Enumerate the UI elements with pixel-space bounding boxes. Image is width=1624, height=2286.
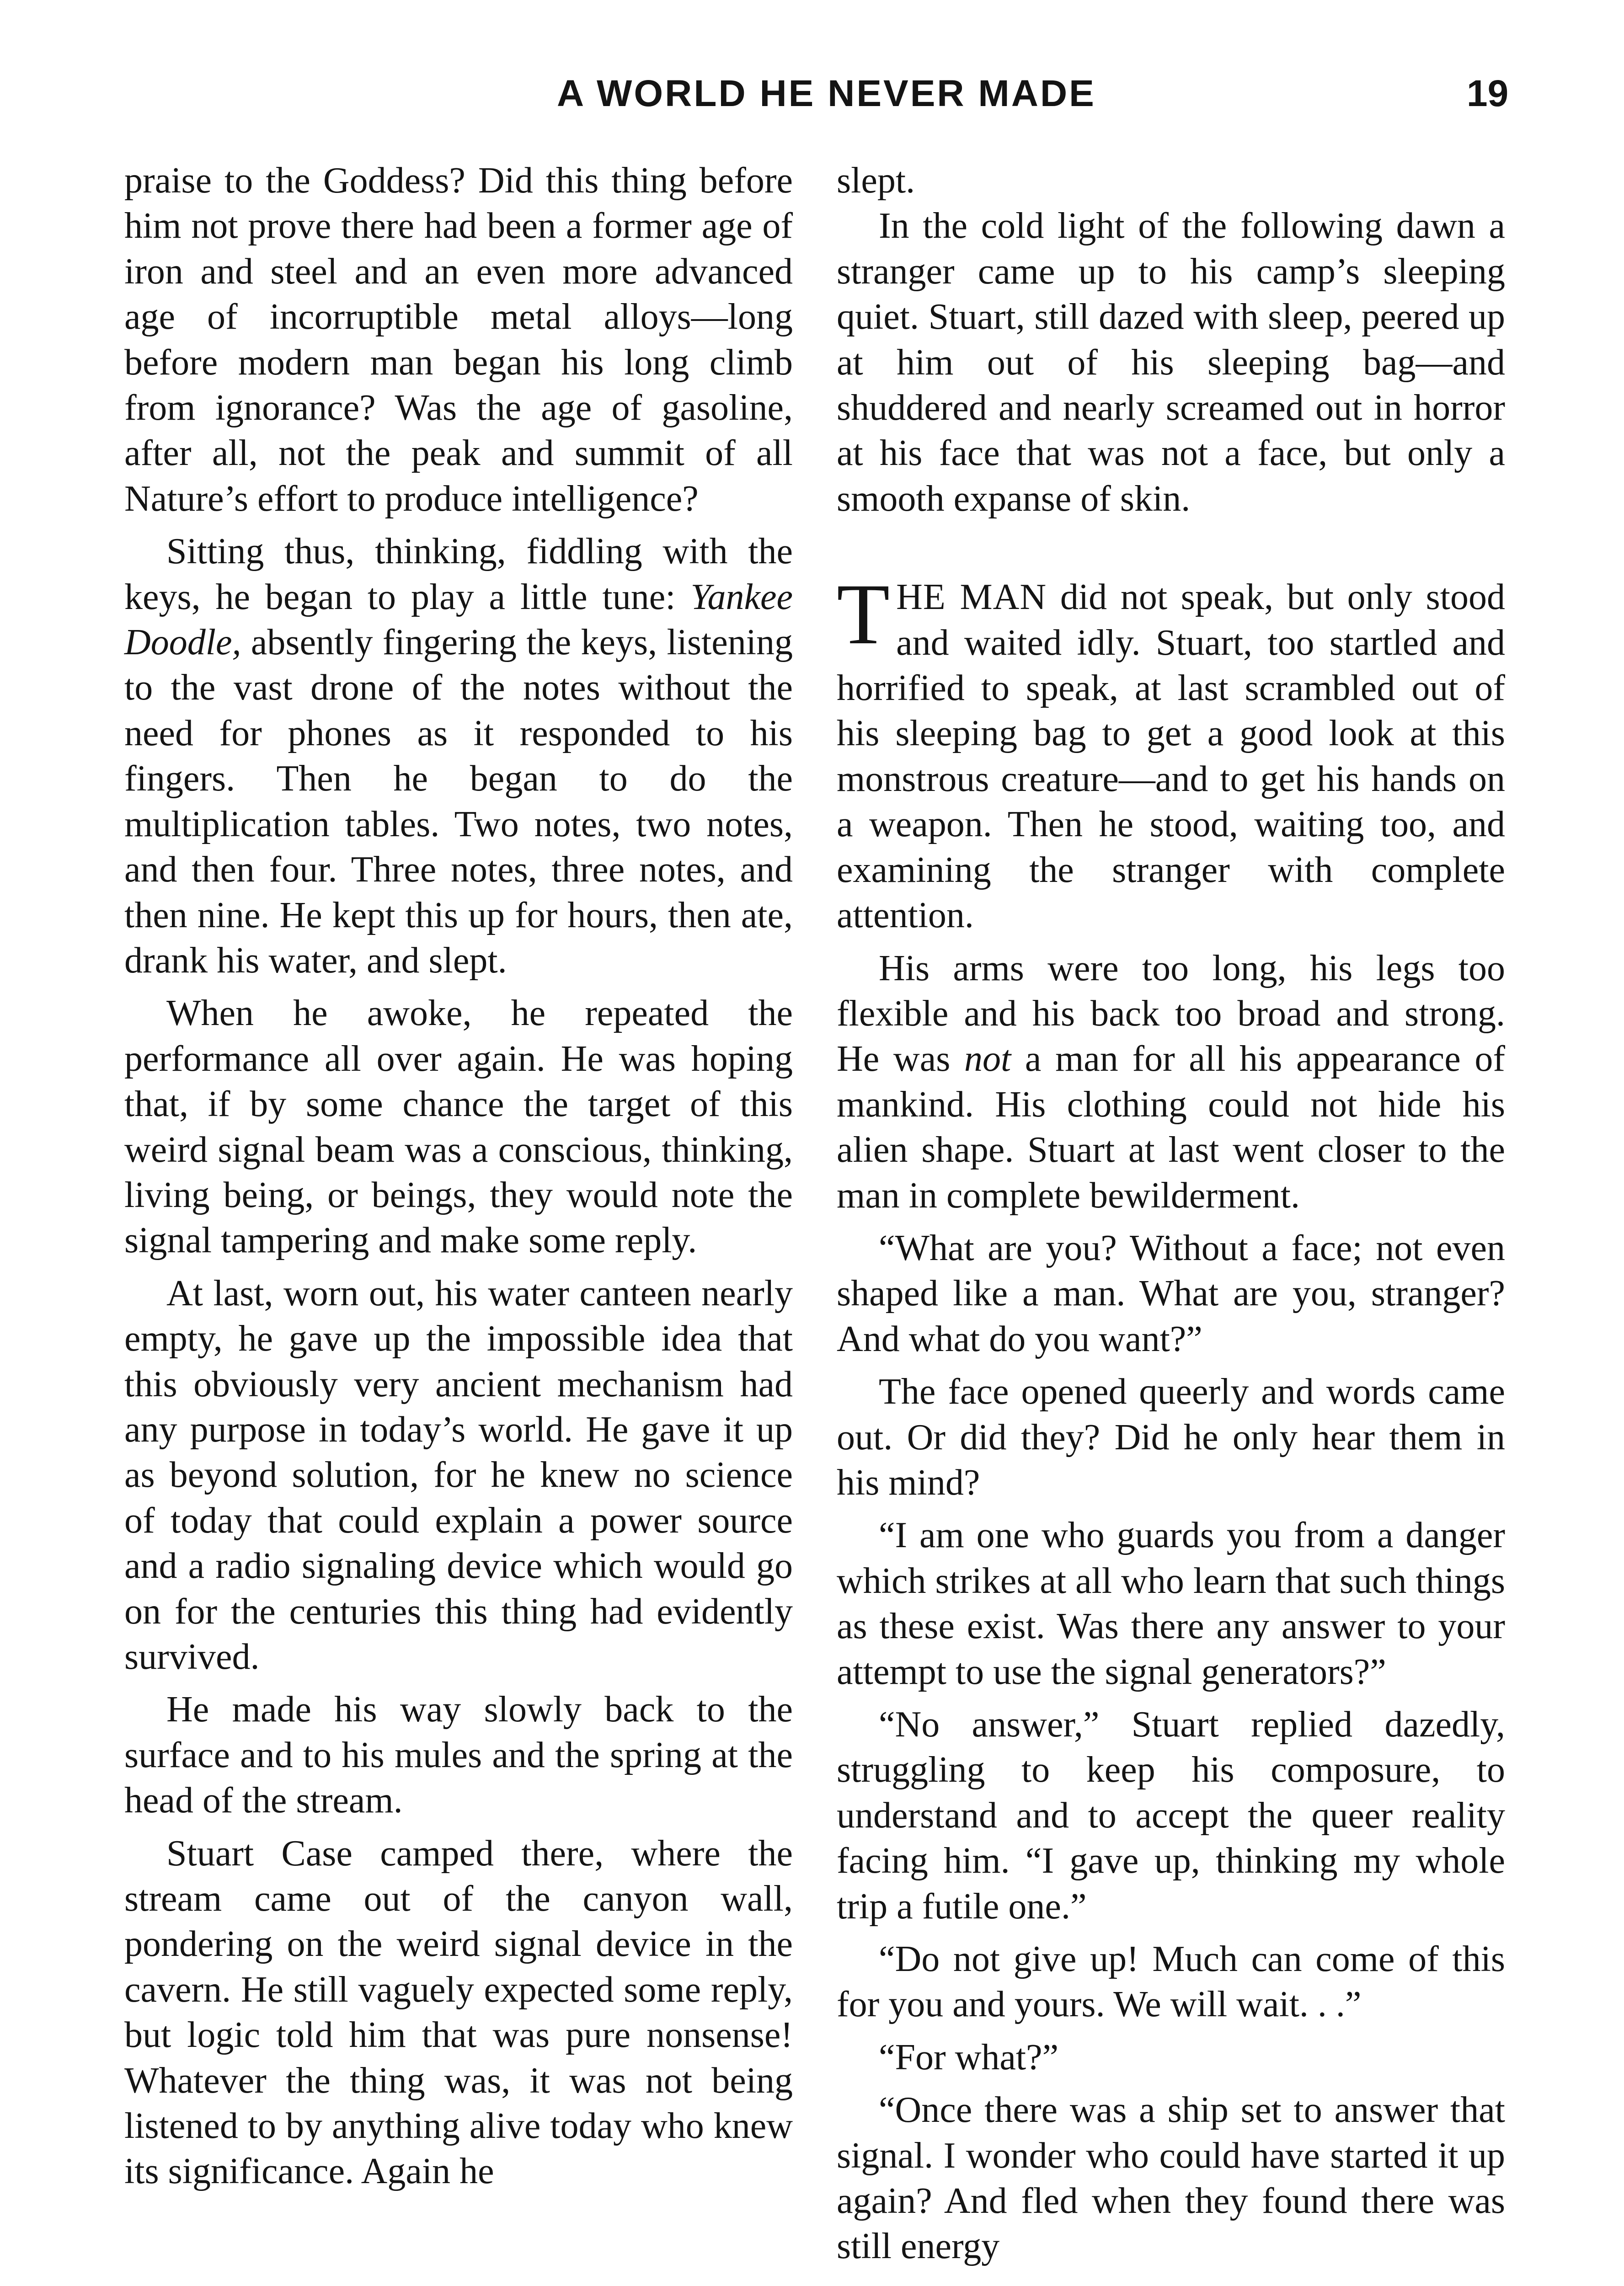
text-run: Sitting thus, thinking, fiddling with the keys, he began to play a little tune: xyxy=(124,531,793,617)
paragraph: “Do not give up! Much can come of this for you and yours. We will wait. . .” xyxy=(837,1939,1505,2025)
page-number: 19 xyxy=(1467,73,1509,114)
paragraph: “I am one who guards you from a danger which strikes at all who learn that such things as these exist. Was there any answer to your attempt to use the signal generators?” xyxy=(837,1515,1505,1692)
running-head xyxy=(0,69,1624,123)
paragraph: “Once there was a ship set to answer that signal. I wonder who could have started it up again? And fled when they found there was still energy xyxy=(837,2090,1505,2267)
paragraph: praise to the Goddess? Did this thing before him not prove there had been a former age of iron and steel and an even more advanced age of incorruptible metal alloys—long before modern man began his long climb from ignorance? Was the age of gasoline, after all, not the peak and summit of all Nature’s effort to produce intelligence? xyxy=(124,160,793,519)
paragraph: At last, worn out, his water canteen nearly empty, he gave up the impossible idea that this obviously very ancient mechanism had any purpose in today’s world. He gave it up as beyond solution, for he knew no science of today that could explain a power source and a radio signaling device which would go on for the centuries this thing had evidently survived. xyxy=(124,1273,793,1677)
paragraph: Stuart Case camped there, where the stream came out of the canyon wall, pondering on the weird signal device in the cavern. He still vaguely expected some reply, but logic told him that was pure nonsense! Whatever the thing was, it was not being listened to by anything alive today who knew its significance. Again he xyxy=(124,1833,793,2192)
paragraph xyxy=(837,946,1505,1218)
left-column xyxy=(124,158,793,2195)
paragraph: In the cold light of the following dawn a stranger came up to his camp’s sleeping quiet. Stuart, still dazed with sleep, peered up at him out of his sleeping bag—and shuddered and nearly screamed out in horror at his face that was not a face, but only a smooth expanse of skin. xyxy=(837,206,1505,519)
emphasis: not xyxy=(964,1039,1011,1079)
text-run: a man for all his appearance of mankind. His clothing could not hide his alien shape. Stuart at last went closer to the man in complete bewilderment. xyxy=(837,1039,1506,1216)
paragraph xyxy=(124,529,793,983)
paragraph: slept. xyxy=(837,160,915,201)
paragraph: He made his way slowly back to the surface and to his mules and the spring at the head of the stream. xyxy=(124,1689,793,1821)
song-title: Yankee Doodle, xyxy=(124,577,793,663)
paragraph: “No answer,” Stuart replied dazedly, struggling to keep his composure, to understand and to accept the queer reality facing him. “I gave up, thinking my whole trip a futile one.” xyxy=(837,1704,1505,1927)
text-run: did not speak, but only stood and waited idly. Stuart, too startled and horrified to speak, at last scrambled out of his sleeping bag to get a good look at this monstrous creature—and to get his hands on a weapon. Then he stood, waiting too, and examining the stranger with complete attention. xyxy=(837,577,1505,936)
paragraph: “For what?” xyxy=(879,2037,1059,2078)
paragraph: The face opened queerly and words came out. Or did they? Did he only hear them in his mind? xyxy=(837,1372,1505,1503)
drop-cap: T xyxy=(837,566,890,663)
text-run: absently fingering the keys, listening to the vast drone of the notes without the need for phones as it responded to his fingers. Then he began to do the multiplication tables. Two notes, two notes, and then four. Three notes, three notes, and then nine. He kept this up for hours, then ate, drank his water, and slept. xyxy=(124,622,793,981)
small-caps-lead: HE MAN xyxy=(896,577,1047,618)
right-column xyxy=(837,158,1505,2270)
paragraph: When he awoke, he repeated the performance all over again. He was hoping that, if by some chance the target of this weird signal beam was a conscious, thinking, living being, or beings, they would note the signal tampering and make some reply. xyxy=(124,993,793,1261)
section-opening-paragraph xyxy=(837,566,1505,938)
text-run: His arms were too long, his legs too flexible and his back too broad and strong. He was xyxy=(837,948,1505,1079)
paragraph: “What are you? Without a face; not even shaped like a man. What are you, stranger? And what do you want?” xyxy=(837,1228,1505,1359)
running-title: A WORLD HE NEVER MADE xyxy=(557,73,1096,114)
